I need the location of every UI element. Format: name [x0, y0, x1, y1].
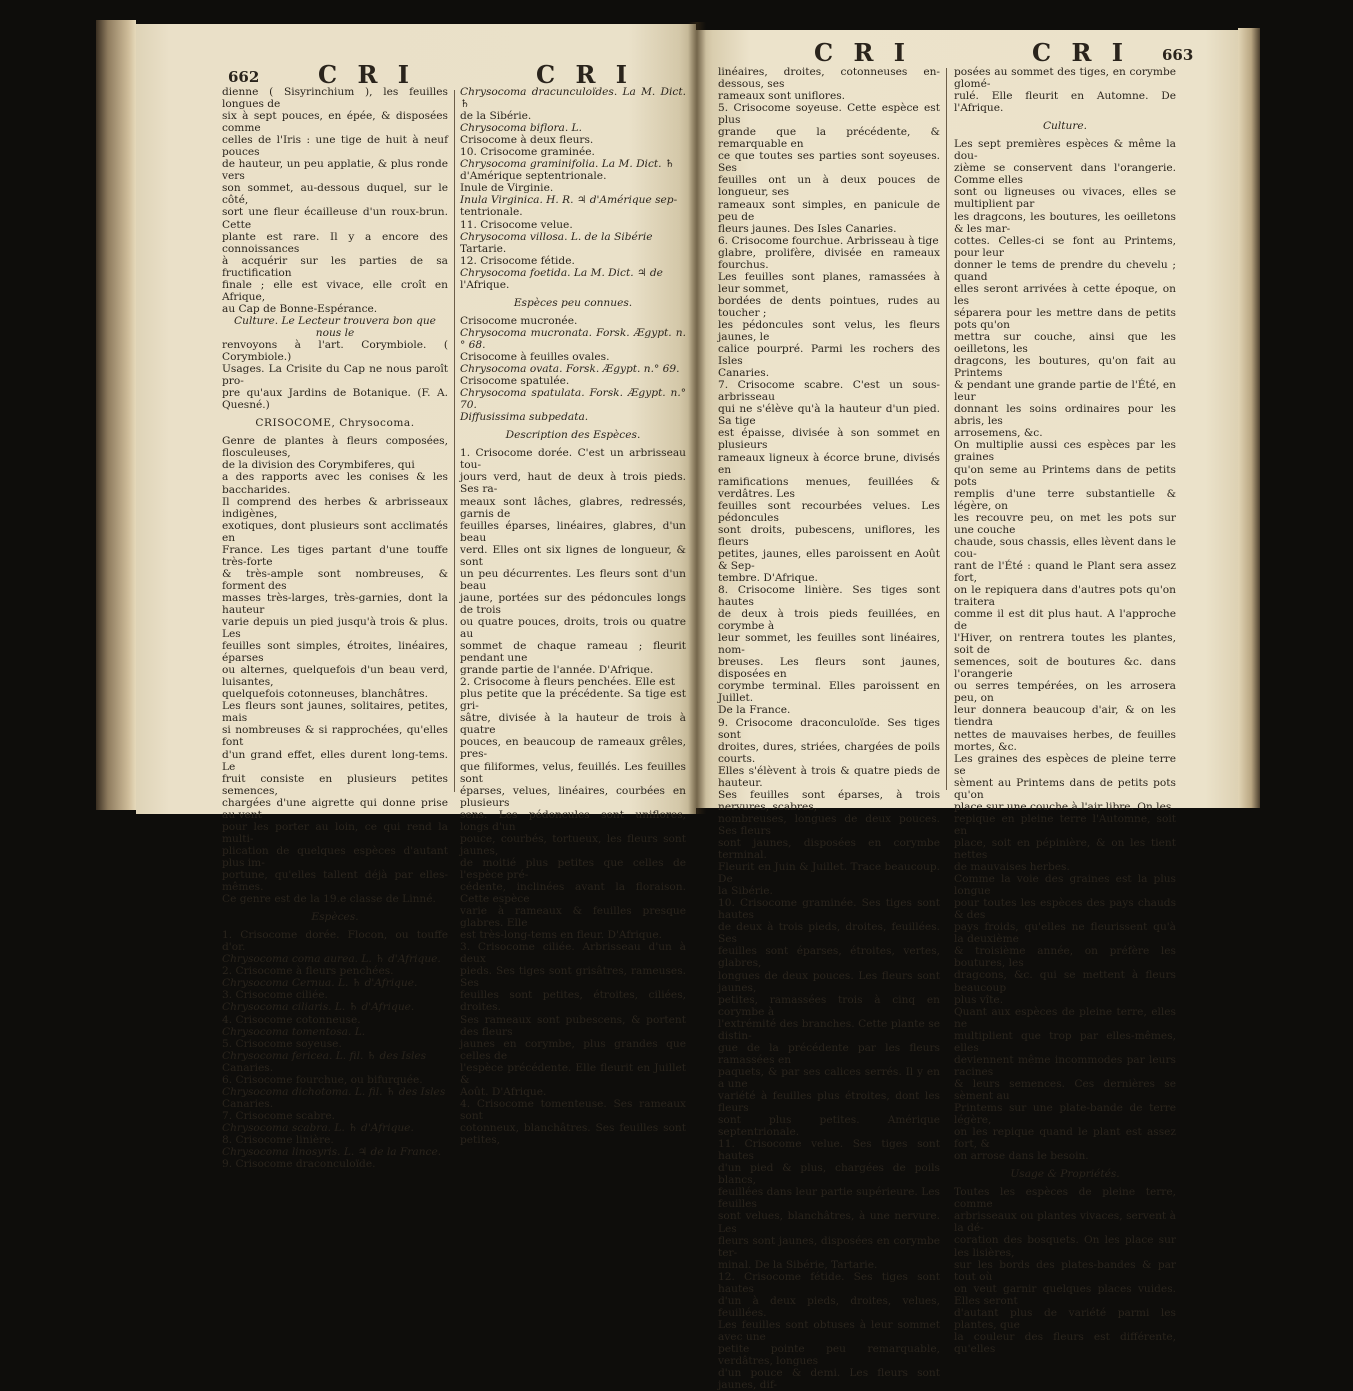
text-line: donnant les soins ordinaires pour les abris, les	[954, 403, 1176, 428]
text-line: feuilles sont simples, étroites, linéaires, éparses	[222, 640, 448, 665]
text-line: comme il est dit plus haut. A l'approche de	[954, 608, 1176, 633]
text-line: Chrysocoma foetida. La M. Dict. ♃ de	[460, 266, 663, 279]
text-line: pre qu'aux Jardins de Botanique. (F. A. Quesné.)	[222, 387, 448, 412]
text-line: Les fleurs sont jaunes, solitaires, petites, mais	[222, 700, 448, 725]
text-line: d'un pied & plus, chargées de poils blancs,	[718, 1162, 940, 1187]
text-line: repique en pleine terre l'Automne, soit en	[954, 812, 1176, 837]
text-line: 3. Crisocome ciliée.	[222, 989, 328, 1002]
text-line: Chrysocoma Cernua. L. ♄ d'Afrique.	[222, 977, 418, 990]
text-line: petites, ramassées trois à cinq en corymbe à	[718, 993, 940, 1018]
text-line: la couleur des fleurs est différente, qu'elles	[954, 1330, 1176, 1355]
text-line: Chrysocoma villosa. L. de la Sibérie	[460, 230, 653, 243]
text-line: celles de l'Iris : une tige de huit à neuf pouces	[222, 134, 448, 159]
text-line: Chrysocoma biflora. L.	[460, 122, 582, 135]
text-line: 8. Crisocome linière. Ses tiges sont hautes	[718, 584, 940, 609]
text-line: feuillées dans leur partie supérieure. Les feuilles	[718, 1186, 940, 1211]
text-line: 8. Crisocome linière.	[222, 1133, 334, 1146]
text-line: Août. D'Afrique.	[460, 1085, 547, 1098]
text-line: on le repiquera dans d'autres pots qu'on traitera	[954, 583, 1176, 609]
text-line: au Cap de Bonne-Espérance.	[222, 302, 378, 315]
text-line: Crisocome à feuilles ovales.	[460, 350, 610, 363]
text-line: chargées d'une aigrette qui donne prise au vent	[222, 796, 448, 821]
text-line: ce que toutes ses parties sont soyeuses. Ses	[718, 150, 940, 175]
text-line: elles seront arrivées à cette époque, on les	[954, 282, 1176, 307]
text-line: 12. Crisocome fétide.	[460, 254, 575, 267]
text-line: Espèces.	[311, 911, 359, 924]
text-line: 10. Crisocome graminée. Ses tiges sont hautes	[718, 897, 940, 922]
text-line: plication de quelques espèces d'autant plus im-	[222, 844, 448, 869]
text-line: sont plus petites. Amérique septentrionale.	[718, 1114, 940, 1139]
right-running-head-1: C R I	[814, 38, 911, 67]
text-line: quelquefois cotonneuses, blanchâtres.	[222, 688, 428, 701]
text-line: De la France.	[718, 704, 791, 717]
text-line: donner le tems de prendre du chevelu ; quand	[954, 258, 1176, 283]
text-line: Printems sur une plate-bande de terre légère,	[954, 1101, 1176, 1127]
book-gutter	[688, 22, 706, 814]
text-line: breuses. Les fleurs sont jaunes, disposées en	[718, 656, 940, 681]
text-line: on arrose dans le besoin.	[954, 1150, 1089, 1163]
text-line: Inula Virginica. H. R. ♃ d'Amérique sep-	[460, 194, 678, 207]
text-line: rameaux sont simples, en panicule de peu de	[718, 198, 940, 223]
text-line: jaunes en corymbe, plus grandes que celles de	[460, 1037, 686, 1062]
text-line: tembre. D'Afrique.	[718, 571, 818, 584]
text-line: plus vîte.	[954, 993, 1004, 1006]
text-line: exotiques, dont plusieurs sont acclimatés en	[222, 519, 448, 544]
text-line: l'Hiver, on rentrera toutes les plantes, soit de	[954, 632, 1176, 657]
text-line: jours verd, haut de deux à trois pieds. Ses ra-	[460, 471, 686, 496]
text-line: d'autant plus de variété parmi les plantes, que	[954, 1306, 1176, 1331]
text-line: Crisocome mucronée.	[460, 314, 578, 327]
text-line: séparera pour les mettre dans de petits pots qu'on	[954, 306, 1176, 331]
text-line: qu'on seme au Printems dans de petits pots	[954, 463, 1176, 488]
text-line: si nombreuses & si rapprochées, qu'elles font	[222, 724, 448, 749]
text-line: petites, jaunes, elles paroissent en Août & Sep-	[718, 547, 940, 572]
text-line: 5. Crisocome soyeuse.	[222, 1037, 342, 1050]
text-line: Chrysocoma spatulata. Forsk. Ægypt. n.° 70.	[460, 387, 686, 412]
text-line: fruit consiste en plusieurs petites semences,	[222, 772, 448, 797]
column-rule-left	[454, 90, 455, 792]
text-line: sont jaunes, disposées en corymbe terminal.	[718, 837, 940, 862]
text-line: 11. Crisocome velue. Ses tiges sont hautes	[718, 1138, 940, 1163]
text-line: les recouvre peu, on met les pots sur une couche	[954, 511, 1176, 536]
text-line: feuilles sont recourbées velues. Les pédoncules	[718, 499, 940, 524]
text-line: finale ; elle est vivace, elle croît en Afrique,	[222, 278, 448, 303]
text-line: minal. De la Sibérie, Tartarie.	[718, 1258, 878, 1271]
text-line: 3. Crisocome ciliée. Arbrisseau d'un à deux	[460, 941, 686, 966]
text-line: chaude, sous chassis, elles lèvent dans le cou-	[954, 535, 1176, 560]
text-line: Canaries.	[718, 367, 770, 380]
text-line: de mauvaises herbes.	[954, 861, 1070, 874]
text-line: sèment au Printems dans de petits pots qu'on	[954, 776, 1176, 801]
text-line: Usages. La Crisite du Cap ne nous paroît pro-	[222, 363, 448, 388]
text-line: pour toutes les espèces des pays chauds & des	[954, 897, 1176, 922]
text-line: feuilles sont éparses, étroites, vertes, glabres,	[718, 945, 940, 970]
text-line: grande partie de l'année. D'Afrique.	[460, 664, 654, 677]
left-page-edges	[96, 20, 136, 810]
text-line: d'Amérique septentrionale.	[460, 170, 607, 183]
text-line: 7. Crisocome scabre.	[222, 1109, 336, 1122]
text-line: leur sommet, les feuilles sont linéaires, nom-	[718, 632, 940, 657]
text-line: Canaries.	[222, 1097, 274, 1110]
text-line: 7. Crisocome scabre. C'est un sous-arbrisseau	[718, 379, 940, 404]
text-line: 9. Crisocome draconculoïde.	[222, 1158, 376, 1171]
left-running-head-2: C R I	[536, 60, 633, 89]
text-line: 9. Crisocome draconculoïde. Ses tiges sont	[718, 716, 940, 741]
left-column-2	[460, 86, 686, 1146]
text-line: rameaux sont uniflores.	[718, 90, 846, 103]
text-line: Chrysocoma mucronata. Forsk. Ægypt. n.° 68.	[460, 326, 686, 351]
text-line: meaux sont lâches, glabres, redressés, garnis de	[460, 495, 686, 520]
text-line: Les graines des espèces de pleine terre se	[954, 752, 1176, 777]
text-line: 6. Crisocome fourchue. Arbrisseau à tige	[718, 234, 939, 247]
text-line: à acquérir sur les parties de sa fructification	[222, 254, 448, 279]
right-page-edges	[1238, 28, 1260, 808]
text-line: & pendant une grande partie de l'Été, en leur	[954, 379, 1176, 404]
text-line: multiplient que trop par elles-mêmes, elles	[954, 1029, 1176, 1054]
text-line: coration des bosquets. On les place sur les lisières,	[954, 1234, 1176, 1259]
text-line: Chrysocoma fericea. L. fil. ♄ des Isles	[222, 1049, 427, 1062]
text-line: ou serres tempérées, on les arrosera peu, on	[954, 680, 1176, 705]
text-line: sens. Les pédoncules sont uniflores, longs d'un	[460, 808, 686, 833]
text-line: Diffusissima subpedata.	[460, 411, 589, 424]
text-line: feuilles sont petites, étroites, ciliées, droites.	[460, 989, 686, 1014]
text-line: cotonneux, blanchâtres. Ses feuilles sont petites,	[460, 1121, 686, 1146]
text-line: d'un grand effet, elles durent long-tems. Le	[222, 748, 448, 773]
text-line: feuilles éparses, linéaires, glabres, d'un beau	[460, 519, 686, 544]
right-page-number: 663	[1162, 46, 1194, 64]
text-line: droites, dures, striées, chargées de poils courts.	[718, 740, 940, 765]
left-page-number: 662	[228, 68, 260, 86]
text-line: & leurs semences. Ces dernières se sèment au	[954, 1077, 1176, 1102]
text-line: ou alternes, quelquefois d'un beau verd, luisantes,	[222, 664, 448, 689]
text-line: variété à feuilles plus étroites, dont les fleurs	[718, 1089, 940, 1115]
text-line: Elles s'élèvent à trois & quatre pieds de hauteur.	[718, 764, 940, 789]
text-line: 5. Crisocome soyeuse. Cette espèce est plus	[718, 102, 940, 127]
text-line: plus petite que la précédente. Sa tige est gri-	[460, 688, 686, 713]
text-line: varie depuis un pied jusqu'à trois & plus. Les	[222, 616, 448, 641]
text-line: zième se conservent dans l'orangerie. Comme elles	[954, 162, 1176, 187]
text-line: Espèces peu connues.	[513, 296, 633, 309]
text-line: sâtre, divisée à la hauteur de trois à quatre	[460, 712, 686, 737]
text-line: dragcons, &c. qui se mettent à fleurs beaucoup	[954, 969, 1176, 994]
text-line: gue de la précédente par les fleurs ramassées en	[718, 1041, 940, 1066]
text-line: corymbe terminal. Elles paroissent en Juillet.	[718, 680, 940, 705]
text-line: ou quatre pouces, droits, trois ou quatre au	[460, 615, 686, 641]
text-line: Ses rameaux sont pubescens, & portent des fleurs	[460, 1013, 686, 1038]
text-line: 1. Crisocome dorée. C'est un arbrisseau tou-	[460, 447, 686, 472]
text-line: posées au sommet des tiges, en corymbe glomé-	[954, 66, 1176, 91]
text-line: Chrysocoma dracunculoïdes. La M. Dict. ♄	[460, 86, 686, 111]
text-line: grande que la précédente, & remarquable en	[718, 126, 940, 151]
text-line: Chrysocoma scabra. L. ♄ d'Afrique.	[222, 1121, 414, 1134]
text-line: les pédoncules sont velus, les fleurs jaunes, le	[718, 318, 940, 344]
right-page	[696, 30, 1238, 1391]
text-line: pays froids, qu'elles ne fleurissent qu'à la deuxième	[954, 921, 1176, 946]
text-line: six à sept pouces, en épée, & disposées comme	[222, 110, 448, 135]
text-line: Fleurit en Juin & Juillet. Trace beaucoup. De	[718, 861, 940, 886]
text-line: de hauteur, un peu applatie, & plus ronde vers	[222, 158, 448, 183]
text-line: 4. Crisocome tomenteuse. Ses rameaux sont	[460, 1097, 686, 1122]
text-line: dragcons, les boutures, qu'on fait au Printems	[954, 355, 1176, 380]
text-line: Comme la voie des graines est la plus longue	[954, 873, 1176, 898]
text-line: Les sept premières espèces & même la dou-	[954, 138, 1176, 163]
text-line: 10. Crisocome graminée.	[460, 146, 595, 159]
text-line: semences, soit de boutures &c. dans l'orangerie	[954, 656, 1176, 681]
text-line: sont velues, blanchâtres, à une nervure. Les	[718, 1210, 940, 1235]
text-line: Crisocome à deux fleurs.	[460, 134, 594, 147]
text-line: cottes. Celles-ci se font au Printems, pour leur	[954, 234, 1176, 259]
text-line: Culture. Le Lecteur trouvera bon que nous le	[234, 314, 436, 339]
text-line: tentrionale.	[460, 206, 523, 219]
text-line: d'un à deux pieds, droites, velues, feuillées.	[718, 1294, 940, 1319]
text-line: rulé. Elle fleurit en Automne. De l'Afrique.	[954, 90, 1176, 115]
text-line: nettes de mauvaises herbes, de feuilles mortes, &c.	[954, 728, 1176, 753]
text-line: arrosemens, &c.	[954, 427, 1043, 440]
text-line: Les feuilles sont obtuses à leur sommet avec une	[718, 1318, 940, 1343]
text-line: Toutes les espèces de pleine terre, comme	[954, 1186, 1176, 1211]
text-line: un peu décurrentes. Les fleurs sont d'un beau	[460, 567, 686, 592]
right-running-head-2: C R I	[1032, 38, 1129, 67]
text-line: longues de deux pouces. Les fleurs sont jaunes,	[718, 969, 940, 994]
right-column-1	[718, 66, 940, 1391]
text-line: a des rapports avec les conises & les baccharides.	[222, 471, 448, 496]
text-line: calice pourpré. Parmi les rochers des Isles	[718, 343, 940, 368]
text-line: & très-ample sont nombreuses, & forment des	[222, 567, 448, 592]
text-line: pieds. Ses tiges sont grisâtres, rameuses. Ses	[460, 965, 686, 990]
text-line: Chrysocoma dichotoma. L. fil. ♄ des Isles	[222, 1085, 446, 1098]
text-line: de la Sibérie.	[460, 110, 532, 123]
text-line: 1. Crisocome dorée. Flocon, ou touffe d'or.	[222, 929, 448, 954]
text-line: l'espèce précédente. Elle fleurit en Juillet &	[460, 1061, 686, 1086]
text-line: jaune, portées sur des pédoncules longs de trois	[460, 591, 686, 616]
text-line: sont droits, pubescens, uniflores, les fleurs	[718, 523, 940, 548]
text-line: masses très-larges, très-garnies, dont la hauteur	[222, 591, 448, 616]
text-line: fleurs sont jaunes, disposées en corymbe ter-	[718, 1234, 940, 1259]
text-line: sur les bords des plates-bandes & par tout où	[954, 1258, 1176, 1283]
text-line: d'un pouce & demi. Les fleurs sont jaunes, dif-	[718, 1367, 940, 1391]
text-line: Crisocome spatulée.	[460, 375, 570, 388]
text-line: ramifications menues, feuillées & verdâtres. Les	[718, 475, 940, 500]
text-line: rant de l'Été : quand le Plant sera assez fort,	[954, 559, 1176, 584]
text-line: que filiformes, velus, feuillés. Les feuilles sont	[460, 760, 686, 785]
text-line: de deux à trois pieds feuillées, en corymbe à	[718, 608, 940, 633]
text-line: & troisième année, on préfère les boutures, les	[954, 945, 1176, 970]
text-line: la Sibérie.	[718, 885, 773, 898]
text-line: glabre, prolifère, divisée en rameaux fourchus.	[718, 246, 940, 271]
text-line: Ses feuilles sont éparses, à trois nervures, scabres,	[718, 788, 940, 813]
text-line: qui ne s'élève qu'à la hauteur d'un pied. Sa tige	[718, 403, 940, 428]
text-line: Quant aux espèces de pleine terre, elles ne	[954, 1005, 1176, 1030]
text-line: de moitié plus petites que celles de l'espèce pré-	[460, 856, 686, 881]
text-line: Usage & Propriétés.	[1010, 1168, 1120, 1181]
text-line: cédente, inclinées avant la floraison. Cette espèce	[460, 881, 686, 906]
text-line: linéaires, droites, cotonneuses en-dessous, ses	[718, 66, 940, 91]
text-line: France. Les tiges partant d'une touffe très-forte	[222, 543, 448, 568]
text-line: leur donnera beaucoup d'air, & on les tiendra	[954, 704, 1176, 729]
text-line: sont ou ligneuses ou vivaces, elles se multiplient par	[954, 186, 1176, 211]
text-line: verd. Elles ont six lignes de longueur, & sont	[460, 543, 686, 568]
text-line: est épaisse, divisée à son sommet en plusieurs	[718, 427, 940, 452]
text-line: Canaries.	[222, 1061, 274, 1074]
text-line: on veut garnir quelques places vuides. Elles seront	[954, 1282, 1176, 1307]
text-line: Genre de plantes à fleurs composées, flosculeuses,	[222, 435, 448, 460]
text-line: nombreuses, longues de deux pouces. Ses fleurs	[718, 812, 940, 837]
text-line: pouces, en beaucoup de rameaux grêles, pres-	[460, 736, 686, 761]
text-line: l'extrémité des branches. Cette plante se distin-	[718, 1017, 940, 1042]
text-line: place sur une couche à l'air libre. On les	[954, 800, 1172, 813]
text-line: CRISOCOME, Chrysocoma.	[255, 417, 415, 430]
text-line: Chrysocoma ovata. Forsk. Ægypt. n.° 69.	[460, 363, 680, 376]
text-line: Ce genre est de la 19.e classe de Linné.	[222, 893, 436, 906]
text-line: feuilles ont un à deux pouces de longueur, ses	[718, 174, 940, 199]
text-line: Chrysocoma tomentosa. L.	[222, 1025, 366, 1038]
column-rule-right	[946, 68, 947, 790]
text-line: On multiplie aussi ces espèces par les graines	[954, 439, 1176, 464]
text-line: 2. Crisocome à fleurs penchées. Elle est	[460, 676, 675, 689]
text-line: renvoyons à l'art. Corymbiole. ( Corymbiole.)	[222, 338, 448, 364]
text-line: place, soit en pépinière, & on les tient nettes	[954, 836, 1176, 861]
text-line: sort une fleur écailleuse d'un roux-brun. Cette	[222, 206, 448, 231]
text-line: Culture.	[1042, 120, 1088, 133]
text-line: petite pointe peu remarquable, verdâtres, longues	[718, 1342, 940, 1368]
text-line: Chrysocoma ciliaris. L. ♄ d'Afrique.	[222, 1001, 415, 1014]
text-line: bordées de dents pointues, rudes au toucher ;	[718, 294, 940, 319]
text-line: varie à rameaux & feuilles presque glabres. Elle	[460, 905, 686, 930]
text-line: pouce, courbés, tortueux, les fleurs sont jaunes,	[460, 832, 686, 857]
text-line: Tartarie.	[460, 242, 507, 255]
text-line: 11. Crisocome velue.	[460, 218, 573, 231]
left-column-1	[222, 86, 448, 1170]
text-line: Inule de Virginie.	[460, 182, 554, 195]
text-line: sommet de chaque rameau ; fleurit pendant une	[460, 640, 686, 665]
text-line: paquets, & par ses calices serrés. Il y en a une	[718, 1065, 940, 1090]
text-line: de la division des Corymbiferes, qui	[222, 459, 415, 472]
text-line: Chrysocoma coma aurea. L. ♄ d'Afrique.	[222, 953, 441, 966]
text-line: Il comprend des herbes & arbrisseaux indigènes,	[222, 495, 448, 520]
text-line: 2. Crisocome à fleurs penchées.	[222, 965, 394, 978]
text-line: 12. Crisocome fétide. Ses tiges sont hautes	[718, 1270, 940, 1295]
text-line: est très-long-tems en fleur. D'Afrique.	[460, 929, 662, 942]
text-line: mettra sur couche, ainsi que les oeilletons, les	[954, 330, 1176, 356]
text-line: pour les porter au loin, ce qui rend la multi-	[222, 820, 448, 845]
text-line: on les repique quand le plant est assez fort, &	[954, 1126, 1176, 1151]
text-line: Les feuilles sont planes, ramassées à leur sommet,	[718, 270, 940, 295]
text-line: Description des Espèces.	[505, 429, 641, 442]
text-line: remplis d'une terre substantielle & légère, on	[954, 487, 1176, 512]
text-line: de deux à trois pieds, droites, feuillées. Ses	[718, 921, 940, 946]
right-column-2	[954, 66, 1176, 1355]
text-line: éparses, velues, linéaires, courbées en plusieurs	[460, 784, 686, 809]
text-line: plante est rare. Il y a encore des connoissances	[222, 230, 448, 255]
text-line: 4. Crisocome cotonneuse.	[222, 1013, 361, 1026]
text-line: l'Afrique.	[460, 278, 510, 291]
text-line: son sommet, au-dessous duquel, sur le côté,	[222, 182, 448, 207]
text-line: dienne ( Sisyrinchium ), les feuilles longues de	[222, 86, 448, 111]
text-line: fleurs jaunes. Des Isles Canaries.	[718, 222, 897, 235]
text-line: Chrysocoma graminifolia. La M. Dict. ♄	[460, 158, 675, 171]
text-line: rameaux ligneux à écorce brune, divisés en	[718, 451, 940, 476]
text-line: arbrisseaux ou plantes vivaces, servent à la dé-	[954, 1210, 1176, 1235]
left-page	[136, 24, 696, 1171]
text-line: 6. Crisocome fourchue, ou bifurquée.	[222, 1073, 423, 1086]
left-running-head: C R I	[318, 60, 415, 89]
text-line: deviennent même incommodes par leurs racines	[954, 1053, 1176, 1078]
text-line: portune, qu'elles tallent déjà par elles-mêmes.	[222, 869, 448, 894]
text-line: Chrysocoma linosyris. L. ♃ de la France.	[222, 1146, 442, 1159]
text-line: les dragcons, les boutures, les oeilletons & les mar-	[954, 210, 1176, 235]
